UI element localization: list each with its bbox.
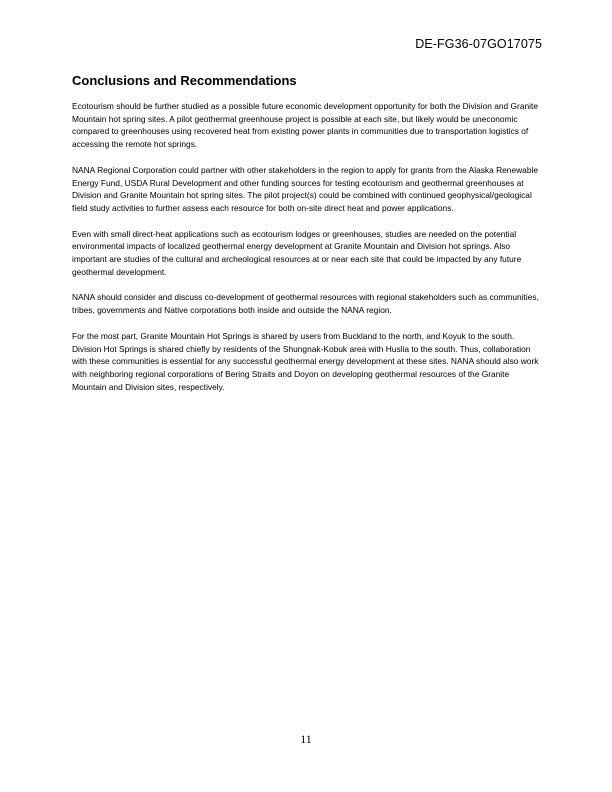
main-content [72,72,540,406]
paragraph-co-development: NANA should consider and discuss co-development of geothermal resources with regional stakeholders such as communities, tribes, governments and Native corporations both inside and outside the NANA region. [72,292,539,316]
section-title: Conclusions and Recommendations [72,73,297,88]
paragraph-environmental-studies: Even with small direct-heat applications such as ecotourism lodges or greenhouses, studies are needed on the potential environmental impacts of localized geothermal energy development at Granite Mountain and Division hot springs. Also important are studies of the cultural and archeological resources at or near each site that could be impacted by any future geothermal development. [72,228,522,277]
paragraph-collaboration: For the most part, Granite Mountain Hot Springs is shared by users from Buckland to the north, and Koyuk to the south. Division Hot Springs is shared chiefly by residents of the Shungnak-Kobuk area with Huslia to the south. Thus, collaboration with these communities is essential for any successful geothermal energy development at these sites. NANA should also work with neighboring regional corporations of Bering Straits and Doyon on developing geothermal resources of the Granite Mountain and Division sites, respectively. [72,330,539,392]
page-number: 11 [300,732,312,746]
document-id: DE-FG36-07GO17075 [415,37,542,51]
paragraph-ecotourism: Ecotourism should be further studied as a possible future economic development opportunity for both the Division and Granite Mountain hot spring sites. A pilot geothermal greenhouse project is possible at each site, but likely would be uneconomic compared to greenhouses using recovered heat from existing power plants in communities due to transportation logistics of accessing the remote hot springs. [72,101,539,150]
paragraph-nana-partnership: NANA Regional Corporation could partner with other stakeholders in the region to apply for grants from the Alaska Renewable Energy Fund, USDA Rural Development and other funding sources for testing ecotourism and geothermal greenhouses at Division and Granite Mountain hot spring sites. The pilot project(s) could be combined with continued geophysical/geological field study activities to further assess each resource for both on-site direct heat and power applications. [72,164,539,213]
